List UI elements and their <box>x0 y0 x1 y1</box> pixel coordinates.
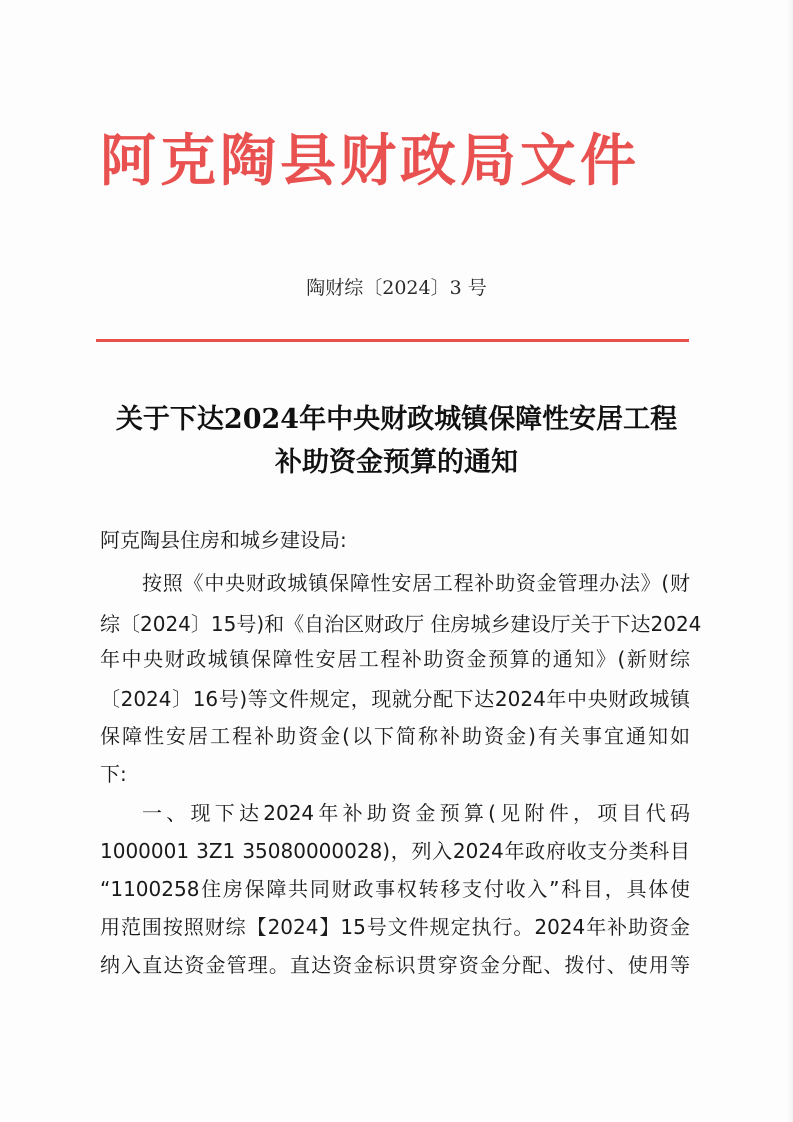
recipient-line: 阿克陶县住房和城乡建设局: <box>100 528 347 552</box>
body-line: 下: <box>100 762 127 786</box>
issuing-authority-title: 阿克陶县财政局文件 <box>100 128 640 194</box>
body-line: “1100258住房保障共同财政事权转移支付收入”科目，具体使 <box>100 877 690 901</box>
body-line: 纳入直达资金管理。直达资金标识贯穿资金分配、拨付、使用等 <box>100 953 690 977</box>
notice-title-line-2: 补助资金预算的通知 <box>275 447 518 478</box>
body-line: 〔2024〕16号)等文件规定，现就分配下达2024年中央财政城镇 <box>100 687 690 711</box>
body-line: 用范围按照财综【2024】15号文件规定执行。2024年补助资金 <box>100 915 690 939</box>
red-divider-rule <box>96 339 689 342</box>
body-line: 保障性安居工程补助资金(以下简称补助资金)有关事宜通知如 <box>100 724 690 748</box>
document-number: 陶财综〔2024〕3 号 <box>306 277 487 299</box>
notice-title-line-1: 关于下达2024年中央财政城镇保障性安居工程 <box>115 404 678 435</box>
body-line: 综〔2024〕15号)和《自治区财政厅 住房城乡建设厅关于下达2024 <box>100 612 702 636</box>
scan-edge-shadow <box>787 0 793 1122</box>
body-line: 年中央财政城镇保障性安居工程补助资金预算的通知》(新财综 <box>100 647 690 671</box>
body-line: 一、现下达2024年补助资金预算(见附件，项目代码 <box>142 801 690 825</box>
body-line: 按照《中央财政城镇保障性安居工程补助资金管理办法》(财 <box>142 571 690 595</box>
body-line: 1000001 3Z1 35080000028)，列入2024年政府收支分类科目 <box>100 839 690 863</box>
